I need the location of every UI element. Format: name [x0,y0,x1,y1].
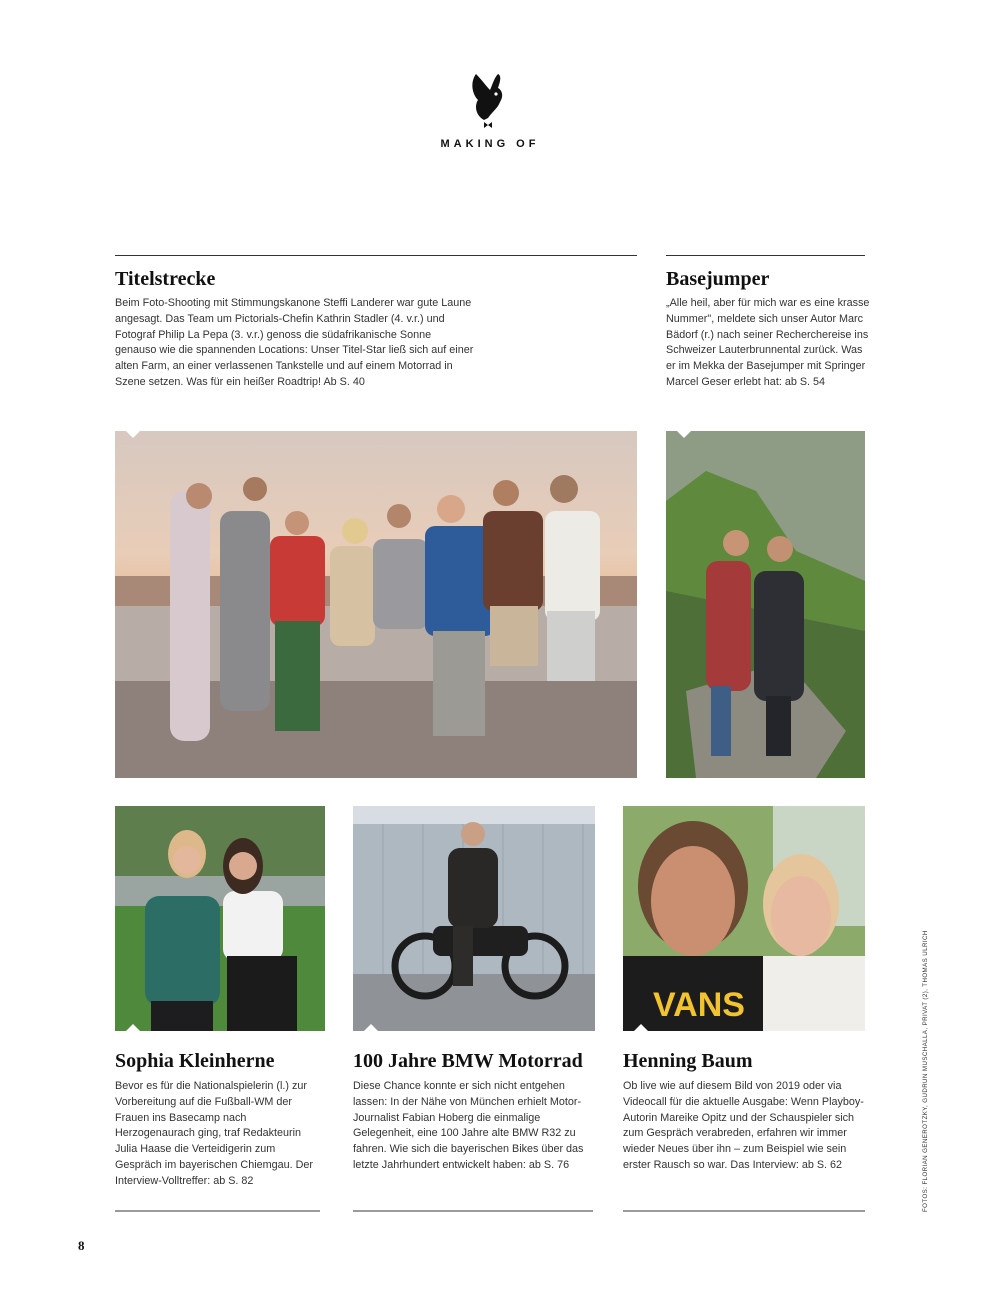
selfie-photo [623,806,865,1031]
article-text: Beim Foto-Shooting mit Stimmungskanone Steffi Landerer war gute Laune angesagt. Das Team um Pictorials-Chefin Kathrin Stadler (4. v.r.) und Fotograf Philip La Pepa (3. v.r.) genoss die südafrikanische Sonne genauso wie die spannenden Locations: Unser Titel-Star ließ sich auf einer alten Farm, an einer verlassenen Tankstelle und auf einem Motorrad in Szene setzen. Was für ein heißer Roadtrip! Ab S. 40 [115,297,474,388]
page-number: 8 [78,1238,85,1253]
svg-text:VANS: VANS [653,986,745,1024]
section-kicker: MAKING OF [440,138,540,150]
article-text: „Alle heil, aber für mich war es eine krasse Nummer", meldete sich unser Autor Marc Bädorf (r.) nach seiner Recherchereise ins Schweizer Lauterbrunnental zurück. Was er im Mekka der Basejumper mit Springer Marcel Geser erlebt hat: ab S. 54 [666,297,870,388]
photo-pointer [634,1024,648,1031]
article-title: Basejumper [666,268,770,290]
photo-pointer [677,431,691,438]
article-text: Bevor es für die Nationalspielerin (l.) zur Vorbereitung auf die Fußball-WM der Frauen ins Basecamp nach Herzogenaurach ging, traf Redakteurin Julia Haase die Verteidigerin zum Gespräch im bayerischen Chiemgau. Der Interview-Volltreffer: ab S. 82 [115,1080,314,1187]
article-text: Diese Chance konnte er sich nicht entgehen lassen: In der Nähe von München erhielt Motor-Journalist Fabian Hoberg die einmalige Gelegenheit, eine 100 Jahre alte BMW R32 zu fahren. Wie sich die bayerischen Bikes über das letzte Jahrhundert entwickelt haben: ab S. 76 [353,1080,584,1171]
mountain-valley-photo [666,431,865,778]
football-players-photo [115,806,325,1031]
top-rule [115,255,637,256]
bottom-rule [623,1210,865,1212]
top-rule [666,255,865,256]
bottom-rule [115,1210,320,1212]
photo-pointer [126,1024,140,1031]
article-title: Sophia Kleinherne [115,1050,275,1072]
photo-pointer [364,1024,378,1031]
bunny-logo-icon [468,72,508,130]
photo-credits: FOTOS: FLORIAN GENEROTZKY, GUDRUN MUSCHALLA, PRIVAT (2), THOMAS ULRICH [922,930,929,1212]
article-title: 100 Jahre BMW Motorrad [353,1050,583,1072]
article-title: Titelstrecke [115,268,216,290]
vintage-motorcycle-photo [353,806,595,1031]
photo-pointer [126,431,140,438]
article-title: Henning Baum [623,1050,753,1072]
team-group-photo [115,431,637,778]
article-text: Ob live wie auf diesem Bild von 2019 oder via Videocall für die aktuelle Ausgabe: Wenn Playboy-Autorin Mareike Opitz und der Schauspieler sich zum Gespräch verabreden, erfahren wir immer wieder Neues über ihn – zum Beispiel wie sein erster Rausch so war. Das Interview: ab S. 62 [623,1080,864,1171]
bottom-rule [353,1210,593,1212]
